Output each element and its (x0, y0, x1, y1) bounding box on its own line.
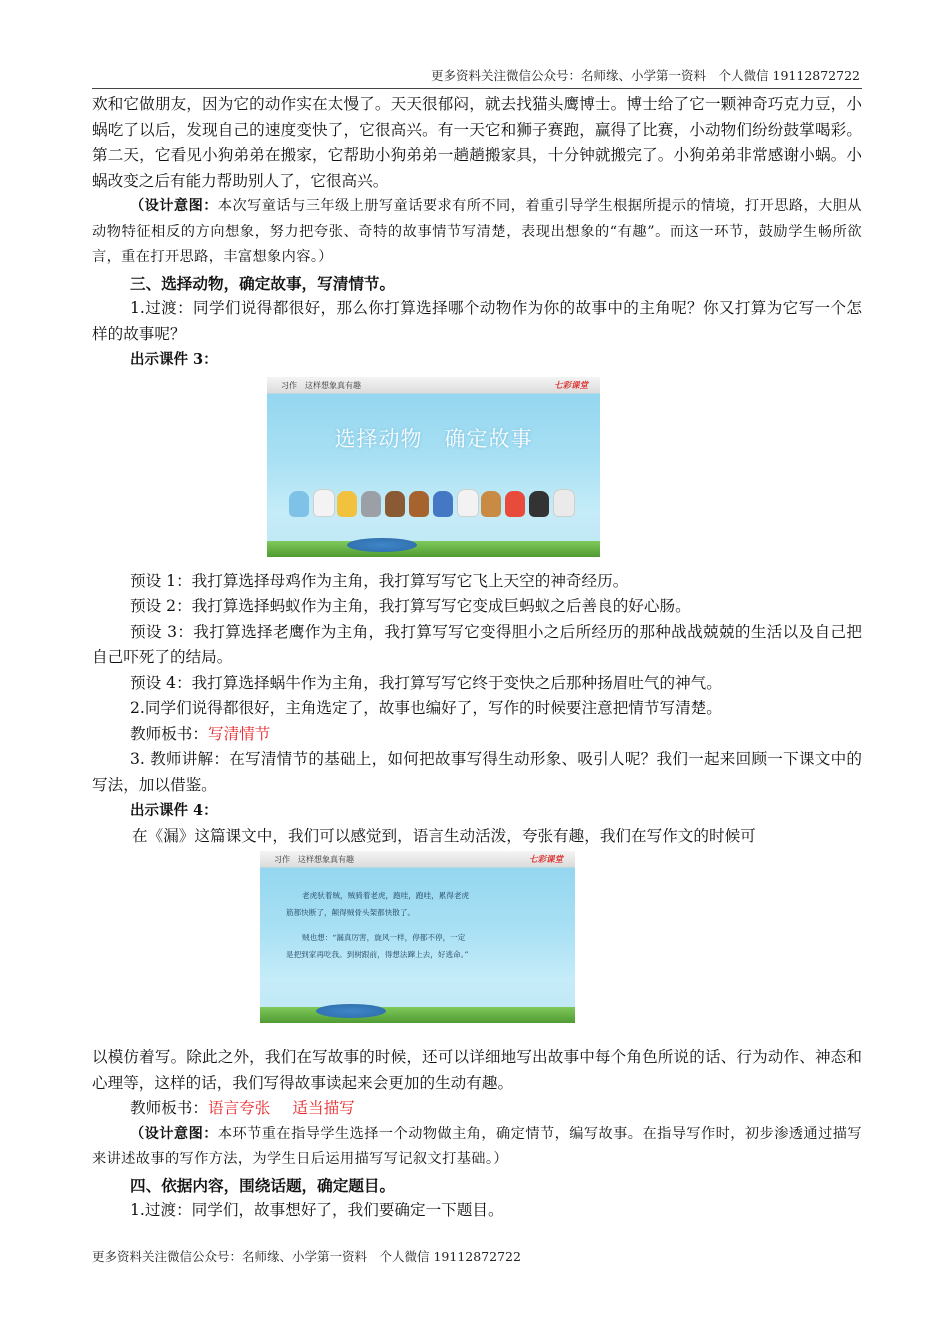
board-label: 教师板书： (130, 724, 208, 743)
slide-heading: 选择动物 确定故事 (334, 426, 533, 451)
slide-logo: 七彩课堂 (553, 380, 588, 391)
bird-figure (433, 491, 453, 517)
lou-paragraph-start: 在《漏》这篇课文中，我们可以感觉到，语言生动活泼，夸张有趣，我们在写作文的时候可 (132, 826, 756, 845)
page-footer: 更多资料关注微信公众号：名师缘、小学第一资料 个人微信 19112872722 (92, 1249, 521, 1264)
dog-figure (409, 491, 429, 517)
document-body (92, 92, 862, 1224)
rabbit-figure (385, 491, 405, 517)
bunny-figure (553, 489, 575, 517)
rooster-figure (505, 491, 525, 517)
kitty-figure (313, 489, 335, 517)
design-intent-text: 本环节重在指导学生选择一个动物做主角，确定情节，编写故事。在指导写作时，初步渗透通过描写来讲述故事的写作方法，为学生日后运用描写写记叙文打基础。） (92, 1125, 863, 1167)
section-heading-4: 四、依据内容，围绕话题，确定题目。 (130, 1175, 396, 1195)
slide-pond (347, 538, 417, 552)
slide-bar-title: 习作 这样想象真有趣 (281, 380, 361, 390)
monkey-figure (481, 491, 501, 517)
board-writing-1 (92, 722, 862, 748)
slide-title-bar (267, 377, 600, 394)
preset-1: 预设 1：我打算选择母鸡作为主角，我打算写写它飞上天空的神奇经历。 (130, 571, 629, 590)
slide-bar-title: 习作 这样想象真有趣 (274, 855, 354, 864)
quote-line-2: 筋都快断了，颠得贼骨头架都快散了。 (286, 908, 416, 917)
slide-title-bar (260, 851, 575, 868)
slide-quote (286, 887, 469, 963)
lou-paragraph-end: 以模仿着写。除此之外，我们在写故事的时候，还可以详细地写出故事中每个角色所说的话、行为动作、神态和心理等，这样的话，我们写得故事读起来会更加的生动有趣。 (92, 1048, 862, 1092)
slide-grass (267, 541, 600, 557)
quote-line-4: 是把到家再吃我。到树跟前，得想法蹿上去，好逃命。” (286, 950, 469, 959)
slide-logo: 七彩课堂 (528, 855, 563, 865)
step-1: 1.过渡：同学们说得都很好，那么你打算选择哪个动物作为你的故事中的主角呢？你又打算为它写一个怎样的故事呢？ (92, 299, 862, 343)
board-writing-2 (92, 1096, 862, 1122)
preset-4: 预设 4：我打算选择蜗牛作为主角，我打算写写它终于变快之后那种扬眉吐气的神气。 (130, 673, 722, 692)
design-intent-label: （设计意图： (130, 1125, 218, 1142)
elephant-figure (361, 491, 381, 517)
quote-line-1: 老虎驮着贼，贼骑着老虎，跑哇，跑哇，累得老虎 (302, 891, 470, 900)
design-intent-text: 本次写童话与三年级上册写童话要求有所不同，着重引导学生根据所提示的情境，打开思路，大胆从动物特征相反的方向想象，努力把夸张、奇特的故事情节写清楚，表现出想象的“有趣”。而这一环节，鼓励学生畅所欲言，重在打开思路，丰富想象内容。） (92, 198, 863, 265)
quote-line-3: 贼也想：“漏真厉害，旋风一样，停都不停，一定 (302, 933, 466, 942)
step-2: 2.同学们说得都很好，主角选定了，故事也编好了，写作的时候要注意把情节写清楚。 (130, 699, 722, 717)
preset-2: 预设 2：我打算选择蚂蚁作为主角，我打算写写它变成巨蚂蚁之后善良的好心肠。 (130, 597, 691, 615)
board-value-2: 适当描写 (292, 1099, 355, 1117)
section-heading-3: 三、选择动物，确定故事，写清情节。 (130, 273, 396, 293)
board-value-1: 语言夸张 (207, 1099, 271, 1117)
duck-figure (457, 489, 479, 517)
header-divider (92, 88, 862, 89)
design-intent-1 (92, 194, 862, 271)
preset-3: 预设 3：我打算选择老鹰作为主角，我打算写写它变得胆小之后所经历的那种战战兢兢的生活以及自己把自己吓死了的结局。 (92, 622, 862, 666)
story-paragraph: 欢和它做朋友，因为它的动作实在太慢了。天天很郁闷，就去找猫头鹰博士。博士给了它一颗神奇巧克力豆，小蜗吃了以后，发现自己的速度变快了，它很高兴。有一天它和狮子赛跑，赢得了比赛，小动物们纷纷鼓掌喝彩。第二天，它看见小狗弟弟在搬家，它帮助小狗弟弟一趟趟搬家具，十分钟就搬完了。小狗弟弟非常感谢小蜗。小蜗改变之后有能力帮助别人了，它很高兴。 (92, 95, 862, 190)
panda-figure (529, 491, 549, 517)
board-value: 写清情节 (207, 724, 271, 743)
slide-pond (316, 1004, 386, 1018)
board-label: 教师板书： (130, 1099, 208, 1117)
page-header: 更多资料关注微信公众号：名师缘、小学第一资料 个人微信 19112872722 (431, 68, 860, 83)
step-3: 3. 教师讲解：在写清情节的基础上，如何把故事写得生动形象、吸引人呢？我们一起来回顾一下课文中的写法，加以借鉴。 (92, 750, 862, 794)
design-intent-2 (92, 1122, 862, 1173)
design-intent-label: （设计意图： (130, 198, 218, 214)
slide-4-image (260, 851, 575, 1023)
show-slide-4-label: 出示课件 4： (130, 802, 218, 819)
show-slide-3-label: 出示课件 3： (130, 351, 218, 368)
blue-cat-figure (289, 491, 309, 517)
slide-3-image (267, 377, 600, 557)
slide-grass (260, 1007, 575, 1023)
step-4: 1.过渡：同学们，故事想好了，我们要确定一下题目。 (130, 1201, 504, 1219)
chick-figure (337, 491, 357, 517)
